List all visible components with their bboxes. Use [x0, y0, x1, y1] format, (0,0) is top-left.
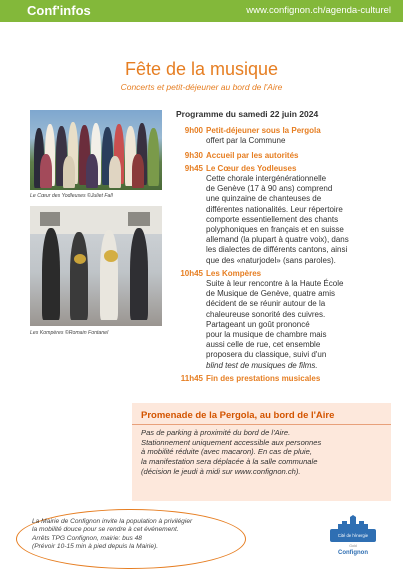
program-heading: Les Kompères	[206, 269, 262, 278]
program-title: Programme du samedi 22 juin 2024	[176, 109, 319, 119]
header-url[interactable]: www.confignon.ch/agenda-culturel	[246, 5, 391, 16]
promenade-info-box	[132, 403, 391, 501]
band-photo	[30, 206, 162, 326]
program-heading: Accueil par les autorités	[206, 151, 299, 160]
promenade-title: Promenade de la Pergola, au bord de l'Aire	[141, 410, 335, 421]
brand-title: Conf'infos	[27, 3, 91, 18]
program-heading: Petit-déjeuner sous la Pergola	[206, 126, 321, 135]
program-time: 9h45	[184, 164, 203, 173]
header-bar	[0, 0, 403, 22]
band-photo-caption: Les Kompères ©Romain Fontanel	[30, 330, 109, 336]
choir-photo	[30, 110, 162, 190]
logo-badge: Cité de l'énergie	[330, 529, 376, 542]
program-heading: Le Cœur des Yodleuses	[206, 164, 297, 173]
program-description: offert par la Commune	[206, 136, 286, 145]
program-time: 11h45	[180, 374, 203, 383]
program-time: 9h30	[184, 151, 203, 160]
program-heading: Fin des prestations musicales	[206, 374, 321, 383]
confignon-logo	[330, 513, 376, 561]
transport-text: La Mairie de Confignon invite la population à privilégier la mobilité douce pour se rendre à cet événement. Arrêts TPG Confignon, mairie: bus 48 (Prévoir 10-15 min à pied depuis la Mairie).	[32, 518, 193, 550]
event-title: Fête de la musique	[124, 59, 279, 79]
event-subtitle: Concerts et petit-déjeuner au bord de l'Aire	[120, 82, 283, 92]
promenade-text: Pas de parking à proximité du bord de l'Aire. Stationnement uniquement accessible aux personnes à mobilité réduite (avec macaron). En cas de pluie, la manifestation sera déplacée à la salle communale (décision le jeudi à midi sur www.confignon.ch).	[141, 428, 322, 476]
program-time: 10h45	[180, 269, 203, 278]
logo-sub: Gold	[349, 544, 357, 548]
choir-photo-caption: Le Cœur des Yodleuses ©Juliet Fall	[30, 193, 113, 199]
church-icon	[336, 515, 370, 529]
logo-name: Confignon	[338, 550, 368, 556]
program-description: Cette chorale intergénérationnelle de Genève (17 à 90 ans) comprend une quinzaine de chanteuses de différentes nationalités. Leur répertoire comporte essentiellement des chants polyphoniques en français et en suisse allemand (la plupart à quatre voix), dans les dialectes de différents cantons, ainsi que des «naturjodel» (sans paroles).	[206, 174, 349, 265]
program-description: Suite à leur rencontre à la Haute École de Musique de Genève, quatre amis décident de se réunir autour de la chaleureuse sonorité des cuivres. Partageant un goût prononcé pour la musique de chambre mais aussi celle de rue, cet ensemble proposera du classique, suivi d'un blind test de musiques de films.	[206, 279, 344, 370]
program-time: 9h00	[184, 126, 203, 135]
divider	[132, 424, 391, 425]
